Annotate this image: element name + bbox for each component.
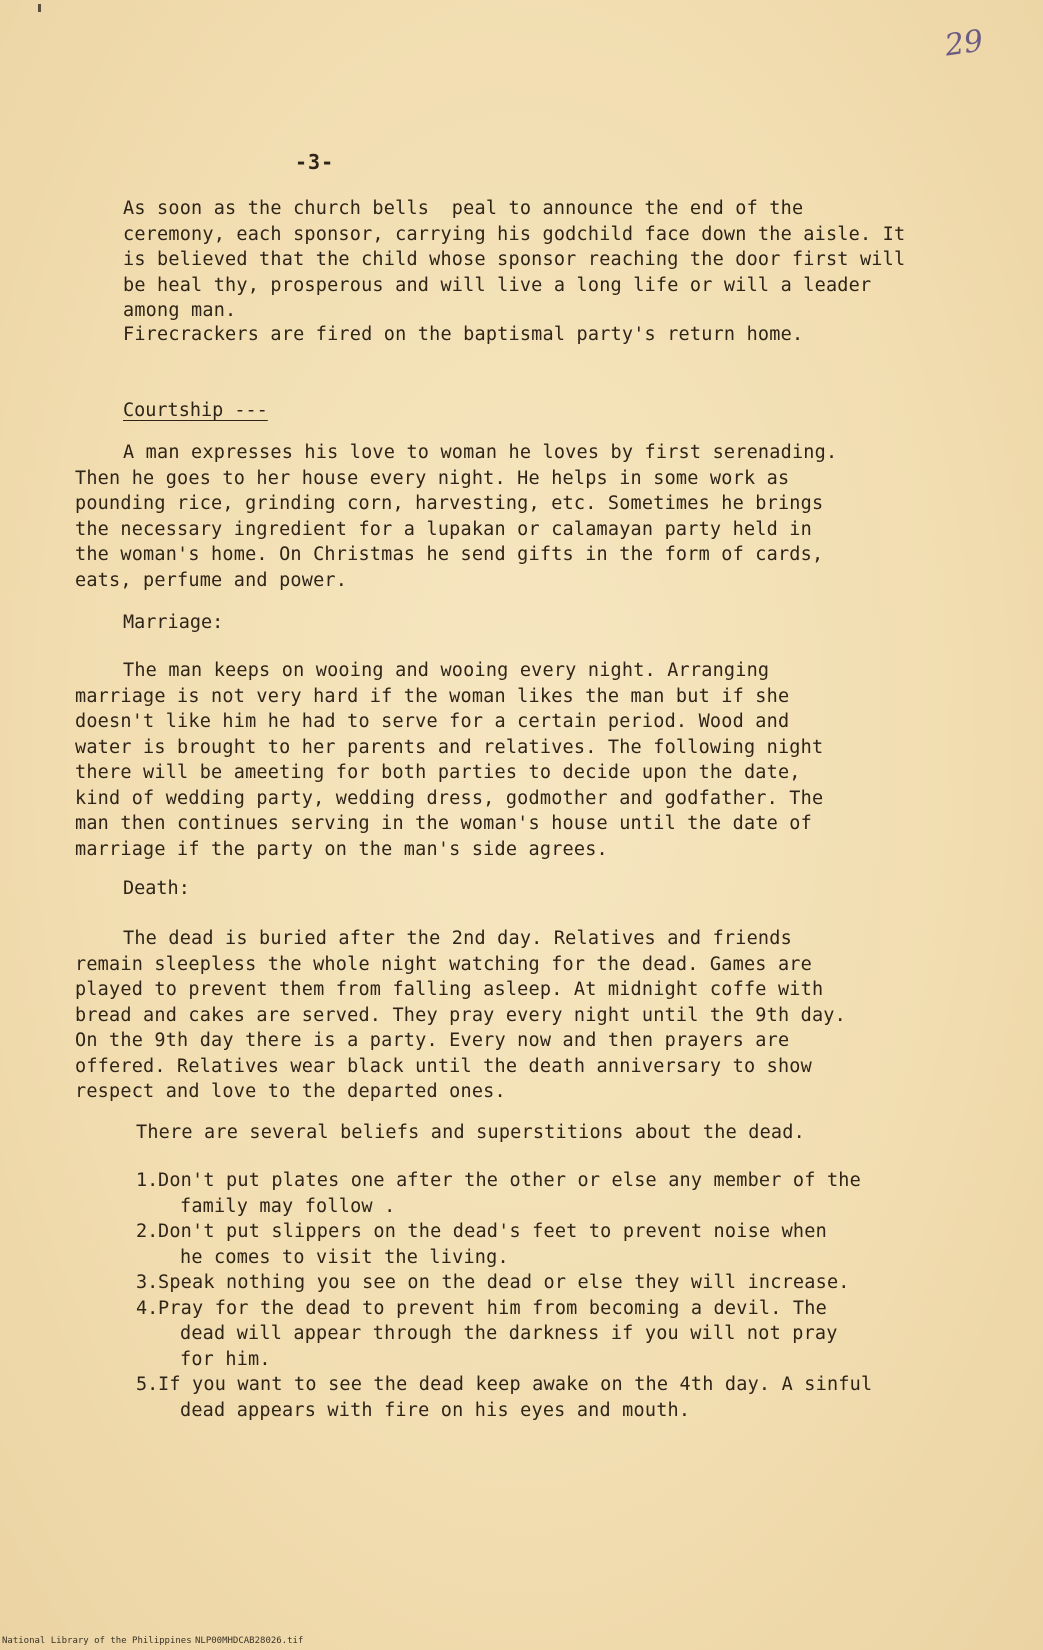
list-item bbox=[136, 1372, 872, 1423]
text-line: eats, perfume and power. bbox=[75, 569, 348, 591]
courtship-paragraph bbox=[75, 440, 837, 593]
text-line: Speak nothing you see on the dead or else they will increase. bbox=[158, 1272, 850, 1293]
firecrackers-line: Firecrackers are fired on the baptismal party's return home. bbox=[123, 324, 804, 345]
text-line: Don't put plates one after the other or else any member of the bbox=[158, 1170, 861, 1191]
text-line: there will be ameeting for both parties to decide upon the date, bbox=[75, 762, 801, 783]
courtship-heading: Courtship --- bbox=[123, 400, 268, 421]
text-line: Pray for the dead to prevent him from becoming a devil. The bbox=[158, 1297, 827, 1319]
text-line: he comes to visit the living. bbox=[180, 1246, 509, 1268]
list-item bbox=[136, 1168, 872, 1219]
text-line: is believed that the child whose sponsor reaching the door first will bbox=[123, 249, 906, 270]
list-number: 4. bbox=[136, 1297, 159, 1319]
footer-file-id: NLP00MHDCAB28026.tif bbox=[195, 1636, 304, 1646]
list-number: 5. bbox=[136, 1374, 159, 1395]
text-line: family may follow . bbox=[180, 1195, 396, 1217]
text-line: doesn't like him he had to serve for a certain period. Wood and bbox=[75, 711, 790, 732]
list-item bbox=[136, 1219, 872, 1270]
text-line: offered. Relatives wear black until the death anniversary to show bbox=[75, 1055, 812, 1077]
text-line: Don't put slippers on the dead's feet to prevent noise when bbox=[158, 1221, 827, 1242]
marriage-heading: Marriage: bbox=[123, 612, 224, 633]
list-number: 1. bbox=[136, 1170, 159, 1191]
text-line: On the 9th day there is a party. Every now and then prayers are bbox=[75, 1030, 790, 1051]
baptism-paragraph bbox=[123, 196, 905, 324]
text-line: bread and cakes are served. They pray every night until the 9th day. bbox=[75, 1004, 846, 1026]
text-line: A man expresses his love to woman he loves by first serenading. bbox=[123, 442, 838, 463]
folio-number: 29 bbox=[942, 23, 986, 64]
text-line: marriage if the party on the man's side agrees. bbox=[75, 838, 608, 860]
list-number: 3. bbox=[136, 1272, 159, 1293]
text-line: remain sleepless the whole night watching for the dead. Games are bbox=[75, 953, 812, 975]
page-number: -3- bbox=[295, 150, 335, 174]
beliefs-intro: There are several beliefs and superstitions about the dead. bbox=[136, 1122, 805, 1143]
ink-mark bbox=[38, 4, 41, 12]
text-line: dead will appear through the darkness if you will not pray bbox=[180, 1323, 838, 1344]
marriage-paragraph bbox=[75, 658, 823, 862]
footer-institution: National Library of the Philippines bbox=[2, 1636, 192, 1646]
text-line: man then continues serving in the woman's house until the date of bbox=[75, 813, 812, 834]
text-line: respect and love to the departed ones. bbox=[75, 1081, 506, 1102]
text-line: the woman's home. On Christmas he send gifts in the form of cards, bbox=[75, 544, 824, 565]
text-line: played to prevent them from falling asleep. At midnight coffe with bbox=[75, 979, 824, 1000]
text-line: be heal thy, prosperous and will live a long life or will a leader bbox=[123, 274, 872, 296]
list-item bbox=[136, 1270, 872, 1296]
text-line: The dead is buried after the 2nd day. Relatives and friends bbox=[123, 928, 792, 949]
text-line: Then he goes to her house every night. He helps in some work as bbox=[75, 467, 790, 489]
list-item bbox=[136, 1296, 872, 1373]
text-line: among man. bbox=[123, 300, 237, 321]
text-line: water is brought to her parents and relatives. The following night bbox=[75, 736, 824, 758]
text-line: dead appears with fire on his eyes and mouth. bbox=[180, 1399, 691, 1421]
text-line: the necessary ingredient for a lupakan or calamayan party held in bbox=[75, 518, 812, 540]
text-line: As soon as the church bells peal to announce the end of the bbox=[123, 198, 804, 219]
text-line: pounding rice, grinding corn, harvesting, etc. Sometimes he brings bbox=[75, 493, 824, 514]
text-line: If you want to see the dead keep awake on the 4th day. A sinful bbox=[158, 1374, 873, 1395]
death-paragraph bbox=[75, 926, 846, 1105]
text-line: ceremony, each sponsor, carrying his godchild face down the aisle. It bbox=[123, 223, 906, 245]
text-line: kind of wedding party, wedding dress, godmother and godfather. The bbox=[75, 787, 824, 809]
list-number: 2. bbox=[136, 1221, 159, 1242]
beliefs-list bbox=[136, 1168, 872, 1423]
text-line: marriage is not very hard if the woman likes the man but if she bbox=[75, 685, 790, 707]
death-heading: Death: bbox=[123, 878, 190, 899]
text-line: for him. bbox=[180, 1348, 271, 1370]
text-line: The man keeps on wooing and wooing every night. Arranging bbox=[123, 660, 770, 681]
